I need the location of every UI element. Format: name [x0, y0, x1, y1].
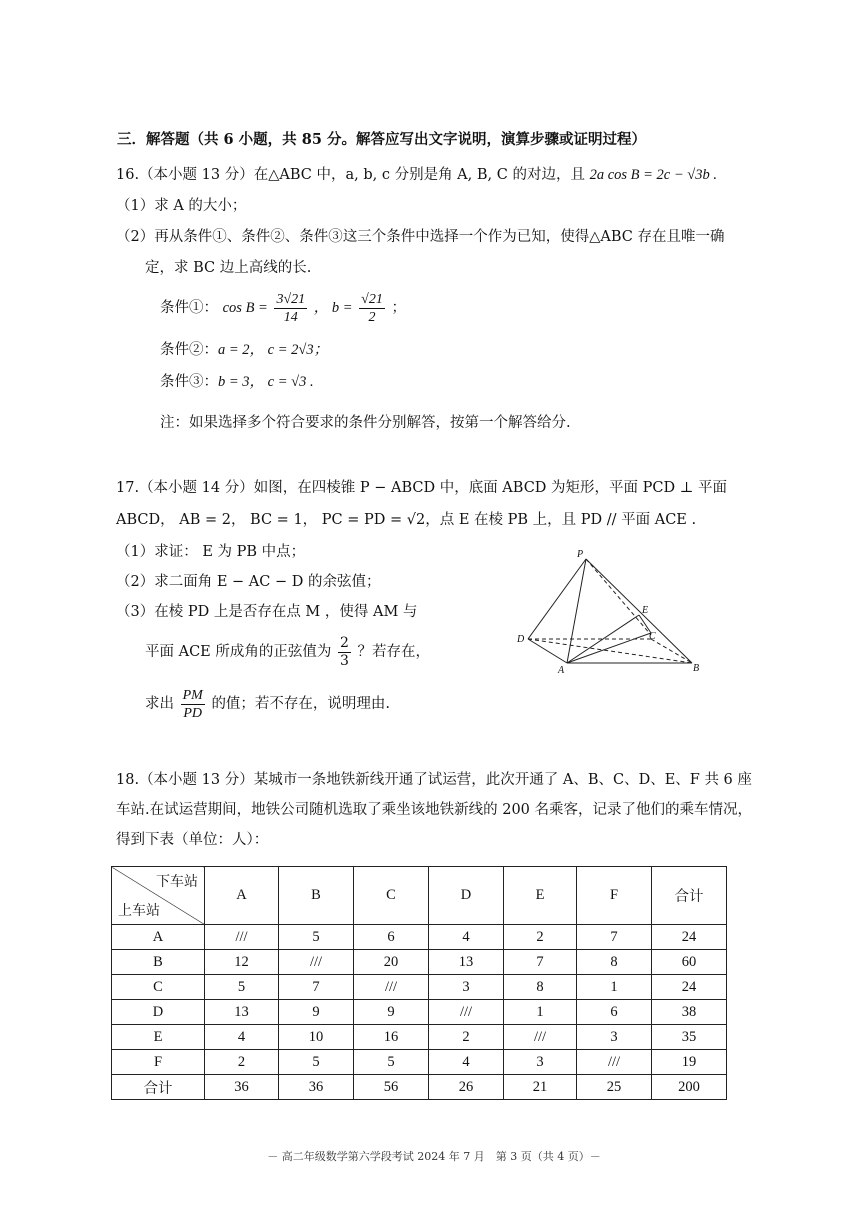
q16-condition-3: [160, 372, 314, 392]
table-cell: 10: [279, 1025, 354, 1050]
table-cell: ///: [429, 1000, 504, 1025]
table-cell: 13: [429, 950, 504, 975]
table-cell: 2: [205, 1050, 279, 1075]
q17-line1-text: 如图，在四棱锥 P − ABCD 中，底面 ABCD 为矩形，平面 PCD ⊥ 平面: [253, 480, 727, 496]
label-D: D: [517, 634, 525, 645]
row-label: 合计: [112, 1075, 205, 1100]
q16-part1: （1）求 A 的大小；: [116, 198, 247, 214]
col-header: D: [429, 867, 504, 925]
q16-note: 注：如果选择多个符合要求的条件分别解答，按第一个解答给分.: [160, 415, 571, 431]
table-cell: 3: [429, 975, 504, 1000]
q16-number: 16.: [116, 167, 140, 183]
table-cell: 6: [354, 925, 429, 950]
table-row: [112, 1075, 727, 1100]
table-cell: 4: [429, 925, 504, 950]
table-cell: 36: [205, 1075, 279, 1100]
q18-line2: 车站.在试运营期间，地铁公司随机选取了乘坐该地铁新线的 200 名乘客，记录了他们的乘车情况，: [116, 802, 752, 818]
q17-ratio-num: PM: [182, 687, 203, 703]
q17-ratio-fraction: [181, 687, 205, 722]
ridership-table: [111, 866, 727, 1100]
cond1-cos: cos B =: [222, 300, 268, 316]
edge-DB: [528, 639, 692, 663]
row-label: A: [112, 925, 205, 950]
table-cell: 5: [205, 975, 279, 1000]
table-cell: 7: [504, 950, 577, 975]
table-cell: 8: [577, 950, 652, 975]
table-cell: 4: [205, 1025, 279, 1050]
table-row: [112, 925, 727, 950]
q17-line1: [116, 478, 727, 498]
edge-PD: [528, 559, 586, 639]
table-cell: 3: [577, 1025, 652, 1050]
cond2-label: 条件②：: [160, 342, 218, 358]
edge-DA: [528, 639, 567, 663]
pyramid-figure: [505, 545, 715, 680]
corner-alight-label: 下车站: [156, 874, 198, 890]
q17-ratio-den: PD: [183, 705, 203, 721]
table-cell: ///: [504, 1025, 577, 1050]
q17-part3-line3: [145, 684, 390, 724]
table-cell: 19: [652, 1050, 727, 1075]
table-cell: 9: [279, 1000, 354, 1025]
cond3-label: 条件③：: [160, 374, 218, 390]
table-cell: 5: [354, 1050, 429, 1075]
table-cell: 8: [504, 975, 577, 1000]
row-label: D: [112, 1000, 205, 1025]
q18-line1-text: 某城市一条地铁新线开通了试运营，此次开通了 A、B、C、D、E、F 共 6 座: [253, 772, 752, 788]
table-cell: 16: [354, 1025, 429, 1050]
table-cell: ///: [205, 925, 279, 950]
q16-part2-line2: 定，求 BC 边上高线的长.: [145, 260, 312, 276]
q16-points: （本小题 13 分）: [139, 167, 254, 183]
table-cell: 5: [279, 1050, 354, 1075]
q16-line1: [116, 165, 717, 185]
table-cell: 35: [652, 1025, 727, 1050]
table-cell: 21: [504, 1075, 577, 1100]
q16-equation: 2a cos B = 2c − √3b .: [589, 167, 717, 183]
q18-points: （本小题 13 分）: [139, 772, 254, 788]
table-cell: ///: [354, 975, 429, 1000]
q17-line2: ABCD， AB = 2， BC = 1， PC = PD = √2，点 E 在棱 PB 上，且 PD // 平面 ACE .: [116, 512, 697, 528]
label-E: E: [642, 605, 649, 616]
row-label: E: [112, 1025, 205, 1050]
table-cell: 9: [354, 1000, 429, 1025]
table-row: [112, 1050, 727, 1075]
page-footer: － 高二年级数学第六学段考试 2024 年 7 月 第 3 页（共 4 页）－: [267, 1150, 601, 1163]
q17-frac-num: 2: [339, 634, 349, 651]
q17-part2: （2）求二面角 E − AC − D 的余弦值；: [116, 574, 381, 590]
table-cell: 2: [429, 1025, 504, 1050]
table-cell: 7: [577, 925, 652, 950]
corner-board-label: 上车站: [118, 903, 160, 919]
cond1-b-num: √21: [361, 291, 383, 307]
table-cell: 12: [205, 950, 279, 975]
q17-part3-line2: [145, 632, 430, 672]
cond3-text: b = 3， c = √3 .: [218, 374, 314, 390]
col-header: F: [577, 867, 652, 925]
table-cell: 25: [577, 1075, 652, 1100]
table-cell: 24: [652, 925, 727, 950]
q17-part3-line1: （3）在棱 PD 上是否存在点 M ，使得 AM 与: [116, 604, 418, 620]
table-body: [112, 925, 727, 1100]
q17-frac-den: 3: [339, 652, 349, 669]
q17-part3-line2-pre: 平面 ACE 所成角的正弦值为: [145, 644, 332, 660]
cond1-b: ， b =: [313, 300, 353, 316]
col-header: E: [504, 867, 577, 925]
table-cell: 20: [354, 950, 429, 975]
table-cell: 4: [429, 1050, 504, 1075]
table-row: [112, 1000, 727, 1025]
q16-condition-1: [160, 290, 406, 326]
cond1-b-fraction: [359, 291, 385, 326]
q16-condition-2: [160, 340, 328, 360]
col-header: C: [354, 867, 429, 925]
table-cell: 1: [577, 975, 652, 1000]
table-cell: 60: [652, 950, 727, 975]
q16-intro: 在△ABC 中，a, b, c 分别是角 A, B, C 的对边，且: [253, 167, 585, 183]
q16-part2-line1: （2）再从条件①、条件②、条件③这三个条件中选择一个作为已知，使得△ABC 存在且唯一确: [116, 229, 725, 245]
edge-AC: [567, 633, 651, 663]
row-label: B: [112, 950, 205, 975]
q17-part3-line3-pre: 求出: [145, 696, 174, 712]
col-header: 合计: [652, 867, 727, 925]
table-header-row: [112, 867, 727, 925]
label-B: B: [693, 663, 700, 674]
edge-PB: [586, 559, 692, 663]
cond1-fraction: [274, 291, 307, 326]
cond1-frac-den: 14: [283, 309, 298, 325]
cond2-text: a = 2， c = 2√3；: [218, 342, 329, 358]
table-cell: 26: [429, 1075, 504, 1100]
q17-part3-line3-post: 的值；若不存在，说明理由.: [211, 696, 391, 712]
label-P: P: [577, 549, 584, 560]
edge-PA: [567, 559, 586, 663]
edge-PC: [586, 559, 651, 635]
col-header: B: [279, 867, 354, 925]
table-cell: 2: [504, 925, 577, 950]
cond1-label: 条件①：: [160, 300, 218, 316]
col-header: A: [205, 867, 279, 925]
table-corner-cell: [112, 867, 205, 925]
table-cell: 38: [652, 1000, 727, 1025]
table-cell: 13: [205, 1000, 279, 1025]
table-row: [112, 975, 727, 1000]
row-label: C: [112, 975, 205, 1000]
table-cell: 56: [354, 1075, 429, 1100]
table-cell: 36: [279, 1075, 354, 1100]
cond1-frac-num: 3√21: [276, 291, 306, 307]
cond1-end: ；: [391, 300, 406, 316]
q17-part3-line2-post: ？若存在，: [357, 644, 431, 660]
label-C: C: [649, 631, 656, 642]
cond1-b-den: 2: [368, 309, 376, 325]
q17-part3-fraction: [338, 635, 351, 670]
table-cell: 24: [652, 975, 727, 1000]
row-label: F: [112, 1050, 205, 1075]
table-row: [112, 950, 727, 975]
q18-number: 18.: [116, 772, 140, 788]
table-cell: 3: [504, 1050, 577, 1075]
table-cell: 7: [279, 975, 354, 1000]
label-A: A: [558, 665, 565, 676]
q18-line1: [116, 770, 752, 790]
section-header: 三．解答题（共 6 小题，共 85 分。解答应写出文字说明，演算步骤或证明过程）: [117, 131, 646, 148]
table-row: [112, 1025, 727, 1050]
q17-number: 17.: [116, 480, 140, 496]
table-cell: 1: [504, 1000, 577, 1025]
table-cell: 6: [577, 1000, 652, 1025]
table-cell: ///: [279, 950, 354, 975]
table-cell: 5: [279, 925, 354, 950]
q18-line3: 得到下表（单位：人）：: [116, 832, 269, 848]
q17-part1: （1）求证： E 为 PB 中点；: [116, 544, 306, 560]
table-cell: 200: [652, 1075, 727, 1100]
table-cell: ///: [577, 1050, 652, 1075]
q17-points: （本小题 14 分）: [139, 480, 254, 496]
